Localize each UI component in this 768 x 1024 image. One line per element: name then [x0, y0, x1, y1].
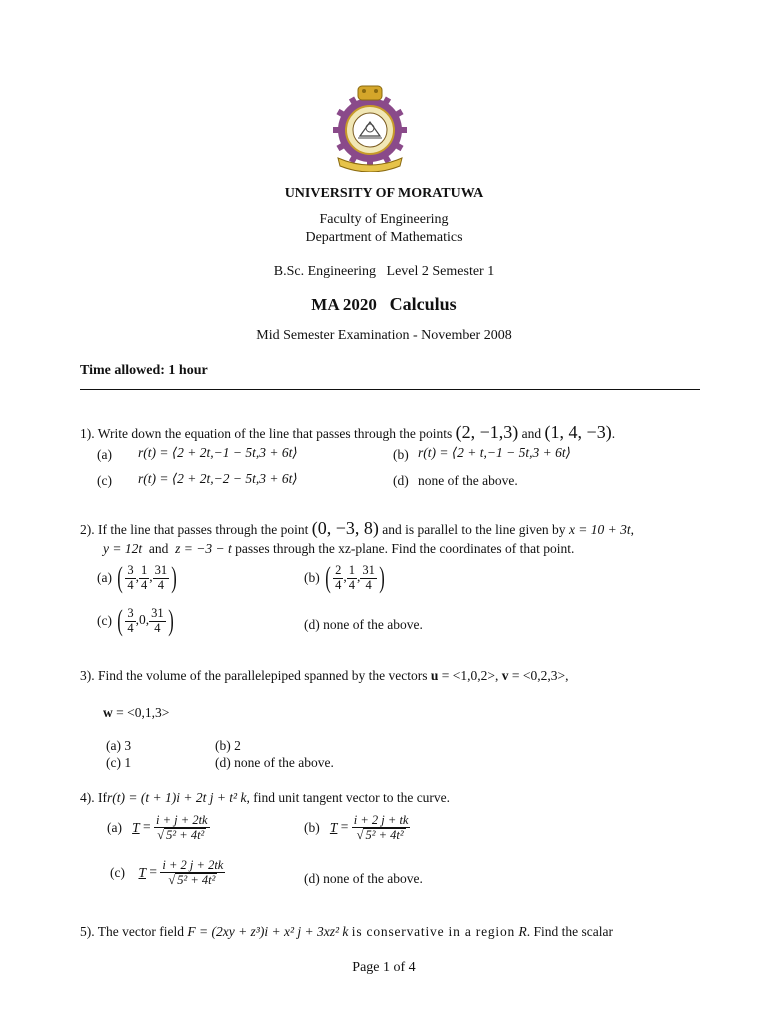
- numerator: 2: [335, 563, 342, 578]
- q3-vector-u: u: [430, 668, 439, 683]
- course-title: [0, 294, 768, 315]
- q2-option-b: (b) ( $\frac{2}{4}$ , $\frac{1}{4}$ , $\frac{31}{4}$ ): [304, 561, 385, 594]
- fraction: [149, 607, 166, 634]
- q2-option-d: (d) none of the above.: [304, 617, 423, 632]
- denominator: 4: [140, 577, 148, 592]
- q2-and: and: [148, 541, 169, 556]
- q1-number: 1).: [80, 426, 95, 441]
- q5-vector-field: F = (2xy + z³)i + x² j + 3xz² k: [187, 924, 349, 939]
- q4-option-a-label: (a): [107, 820, 122, 836]
- unit-tangent-symbol: T: [329, 820, 338, 836]
- q4-if: If: [98, 790, 107, 805]
- left-paren: (: [325, 561, 331, 594]
- q2-z-equation: z = −3 − t: [175, 541, 232, 556]
- right-paren: ): [167, 604, 174, 637]
- course-code: MA 2020: [311, 295, 377, 314]
- q4-option-b-label: (b): [304, 820, 320, 836]
- q1-option-c: r(t) = ⟨2 + 2t,−2 − 5t,3 + 6t⟩: [138, 471, 298, 486]
- zero-coordinate: 0: [138, 612, 146, 628]
- fraction: [153, 564, 170, 591]
- q3-vector-w: w: [103, 705, 113, 720]
- q2-number: 2).: [80, 522, 95, 537]
- q2-option-a-label: (a): [97, 570, 112, 585]
- q2-option-c-label: (c): [97, 613, 112, 628]
- university-name: UNIVERSITY OF MORATUWA: [284, 186, 484, 201]
- denominator: 5² + 4t²: [177, 873, 216, 888]
- numerator: i + j + 2tk: [156, 813, 208, 827]
- q1-option-d: none of the above.: [418, 473, 518, 488]
- q3-w-value: = <0,1,3>: [112, 705, 170, 720]
- q5-number: 5).: [80, 924, 95, 939]
- q1-option-b: r(t) = ⟨2 + t,−1 − 5t,3 + 6t⟩: [418, 445, 571, 460]
- denominator: 5² + 4t²: [365, 828, 404, 843]
- fraction: $\frac{i + 2 j + 2tk}{\text{√ 5² + 4t²}}$: [162, 858, 224, 888]
- q4-option-d: (d) none of the above.: [304, 871, 423, 886]
- fraction: [360, 564, 377, 591]
- numerator: 31: [151, 606, 164, 621]
- q1-option-a: r(t) = ⟨2 + 2t,−1 − 5t,3 + 6t⟩: [138, 445, 298, 460]
- q1-option-a-label: (a): [97, 447, 112, 462]
- q1-point-1: (2, −1,3): [455, 422, 519, 442]
- exam-title: Mid Semester Examination - November 2008: [256, 328, 512, 343]
- q3-vector-v: v: [501, 668, 509, 683]
- right-paren: ): [379, 561, 385, 594]
- time-allowed: Time allowed: 1 hour: [80, 363, 208, 378]
- q2-point: (0, −3, 8): [311, 518, 379, 538]
- q1-option-b-label: (b): [393, 447, 409, 462]
- q3-option-c: (c) 1: [106, 755, 132, 770]
- numerator: 1: [140, 563, 148, 578]
- numerator: i + 2 j + tk: [353, 813, 409, 827]
- q2-text-2: and is parallel to the line given by: [382, 522, 566, 537]
- q5-region: R: [518, 924, 527, 939]
- unit-tangent-symbol: T: [138, 865, 146, 881]
- numerator: 1: [348, 563, 355, 578]
- question-2-line-2: [103, 541, 574, 557]
- q1-text: Write down the equation of the line that passes through the points: [97, 426, 453, 441]
- fraction: [347, 564, 357, 591]
- q1-and: and: [521, 426, 542, 441]
- denominator: 4: [335, 577, 342, 592]
- denominator: 4: [127, 620, 134, 635]
- numerator: 3: [127, 563, 134, 578]
- q3-v-value: = <0,2,3>,: [508, 668, 569, 683]
- fraction: [125, 564, 135, 591]
- q5-text-3: . Find the scalar: [526, 924, 613, 939]
- header-divider: [80, 389, 700, 390]
- q3-option-a: (a) 3: [106, 738, 132, 753]
- q1-point-2: (1, 4, −3): [544, 422, 612, 442]
- q3-text: Find the volume of the parallelepiped spanned by the vectors: [98, 668, 428, 683]
- numerator: i + 2 j + 2tk: [162, 858, 224, 872]
- q2-x-equation: x = 10 + 3t: [568, 522, 631, 537]
- program-level: B.Sc. Engineering Level 2 Semester 1: [273, 264, 495, 279]
- q4-position-vector: r(t) = (t + 1)i + 2t j + t² k: [107, 790, 247, 805]
- page-number: Page 1 of 4: [352, 960, 416, 975]
- denominator: 5² + 4t²: [166, 828, 205, 843]
- unit-tangent-symbol: T: [132, 820, 140, 836]
- q3-option-d: (d) none of the above.: [215, 755, 334, 770]
- fraction: [333, 564, 343, 591]
- q4-option-c-label: (c): [110, 865, 125, 881]
- question-2-line-1: [80, 518, 634, 539]
- q2-option-b-label: (b): [304, 570, 320, 585]
- fraction: $\frac{i + 2 j + tk}{\text{√ 5² + 4t²}}$: [353, 813, 409, 843]
- faculty-name: Faculty of Engineering: [319, 212, 449, 227]
- question-5: [80, 924, 613, 940]
- denominator: 4: [348, 577, 355, 592]
- department-name: Department of Mathematics: [305, 230, 463, 245]
- q2-y-equation: y = 12t: [103, 541, 143, 556]
- q1-option-d-label: (d): [393, 473, 409, 488]
- question-4: [80, 790, 450, 806]
- question-1: [80, 422, 615, 443]
- q2-text-3: passes through the xz-plane. Find the coordinates of that point.: [235, 541, 575, 556]
- q2-option-c: (c) ( $\frac{3}{4}$ ,0, $\frac{31}{4}$ ): [97, 604, 174, 637]
- numerator: 31: [362, 563, 375, 578]
- university-crest-logo: [330, 80, 410, 172]
- q3-w-line: [103, 705, 169, 721]
- q3-option-b: (b) 2: [215, 738, 241, 753]
- denominator: 4: [154, 620, 161, 635]
- q3-u-value: = <1,0,2>,: [438, 668, 502, 683]
- q1-period: .: [611, 426, 616, 441]
- fraction: [139, 564, 149, 591]
- q4-number: 4).: [80, 790, 95, 805]
- q5-text-2: is conservative in a region: [351, 924, 516, 939]
- right-paren: ): [171, 561, 177, 594]
- q2-text-1: If the line that passes through the point: [98, 522, 309, 537]
- q5-text: The vector field: [97, 924, 184, 939]
- q4-option-a: (a) T = $\frac{i + j + 2tk}{\text{√ 5² + 4t²}}$: [107, 813, 208, 843]
- q2-comma: ,: [630, 522, 635, 537]
- denominator: 4: [365, 577, 372, 592]
- denominator: 4: [127, 577, 134, 592]
- left-paren: (: [117, 604, 124, 637]
- q2-option-a: (a) ( $\frac{3}{4}$ , $\frac{1}{4}$ , $\frac{31}{4}$ ): [97, 561, 177, 594]
- numerator: 31: [154, 563, 168, 578]
- question-3: [80, 668, 568, 684]
- numerator: 3: [127, 606, 134, 621]
- left-paren: (: [117, 561, 124, 594]
- q1-option-c-label: (c): [97, 473, 112, 488]
- denominator: 4: [157, 577, 164, 592]
- fraction: $\frac{i + j + 2tk}{\text{√ 5² + 4t²}}$: [156, 813, 208, 843]
- q4-option-b: (b) T = $\frac{i + 2 j + tk}{\text{√ 5² + 4t²}}$: [304, 813, 409, 843]
- q4-text: , find unit tangent vector to the curve.: [246, 790, 451, 805]
- q3-number: 3).: [80, 668, 95, 683]
- course-name: Calculus: [389, 294, 457, 314]
- q4-option-c: (c) T = $\frac{i + 2 j + 2tk}{\text{√ 5² + 4t²}}$: [110, 858, 224, 888]
- fraction: [125, 607, 135, 634]
